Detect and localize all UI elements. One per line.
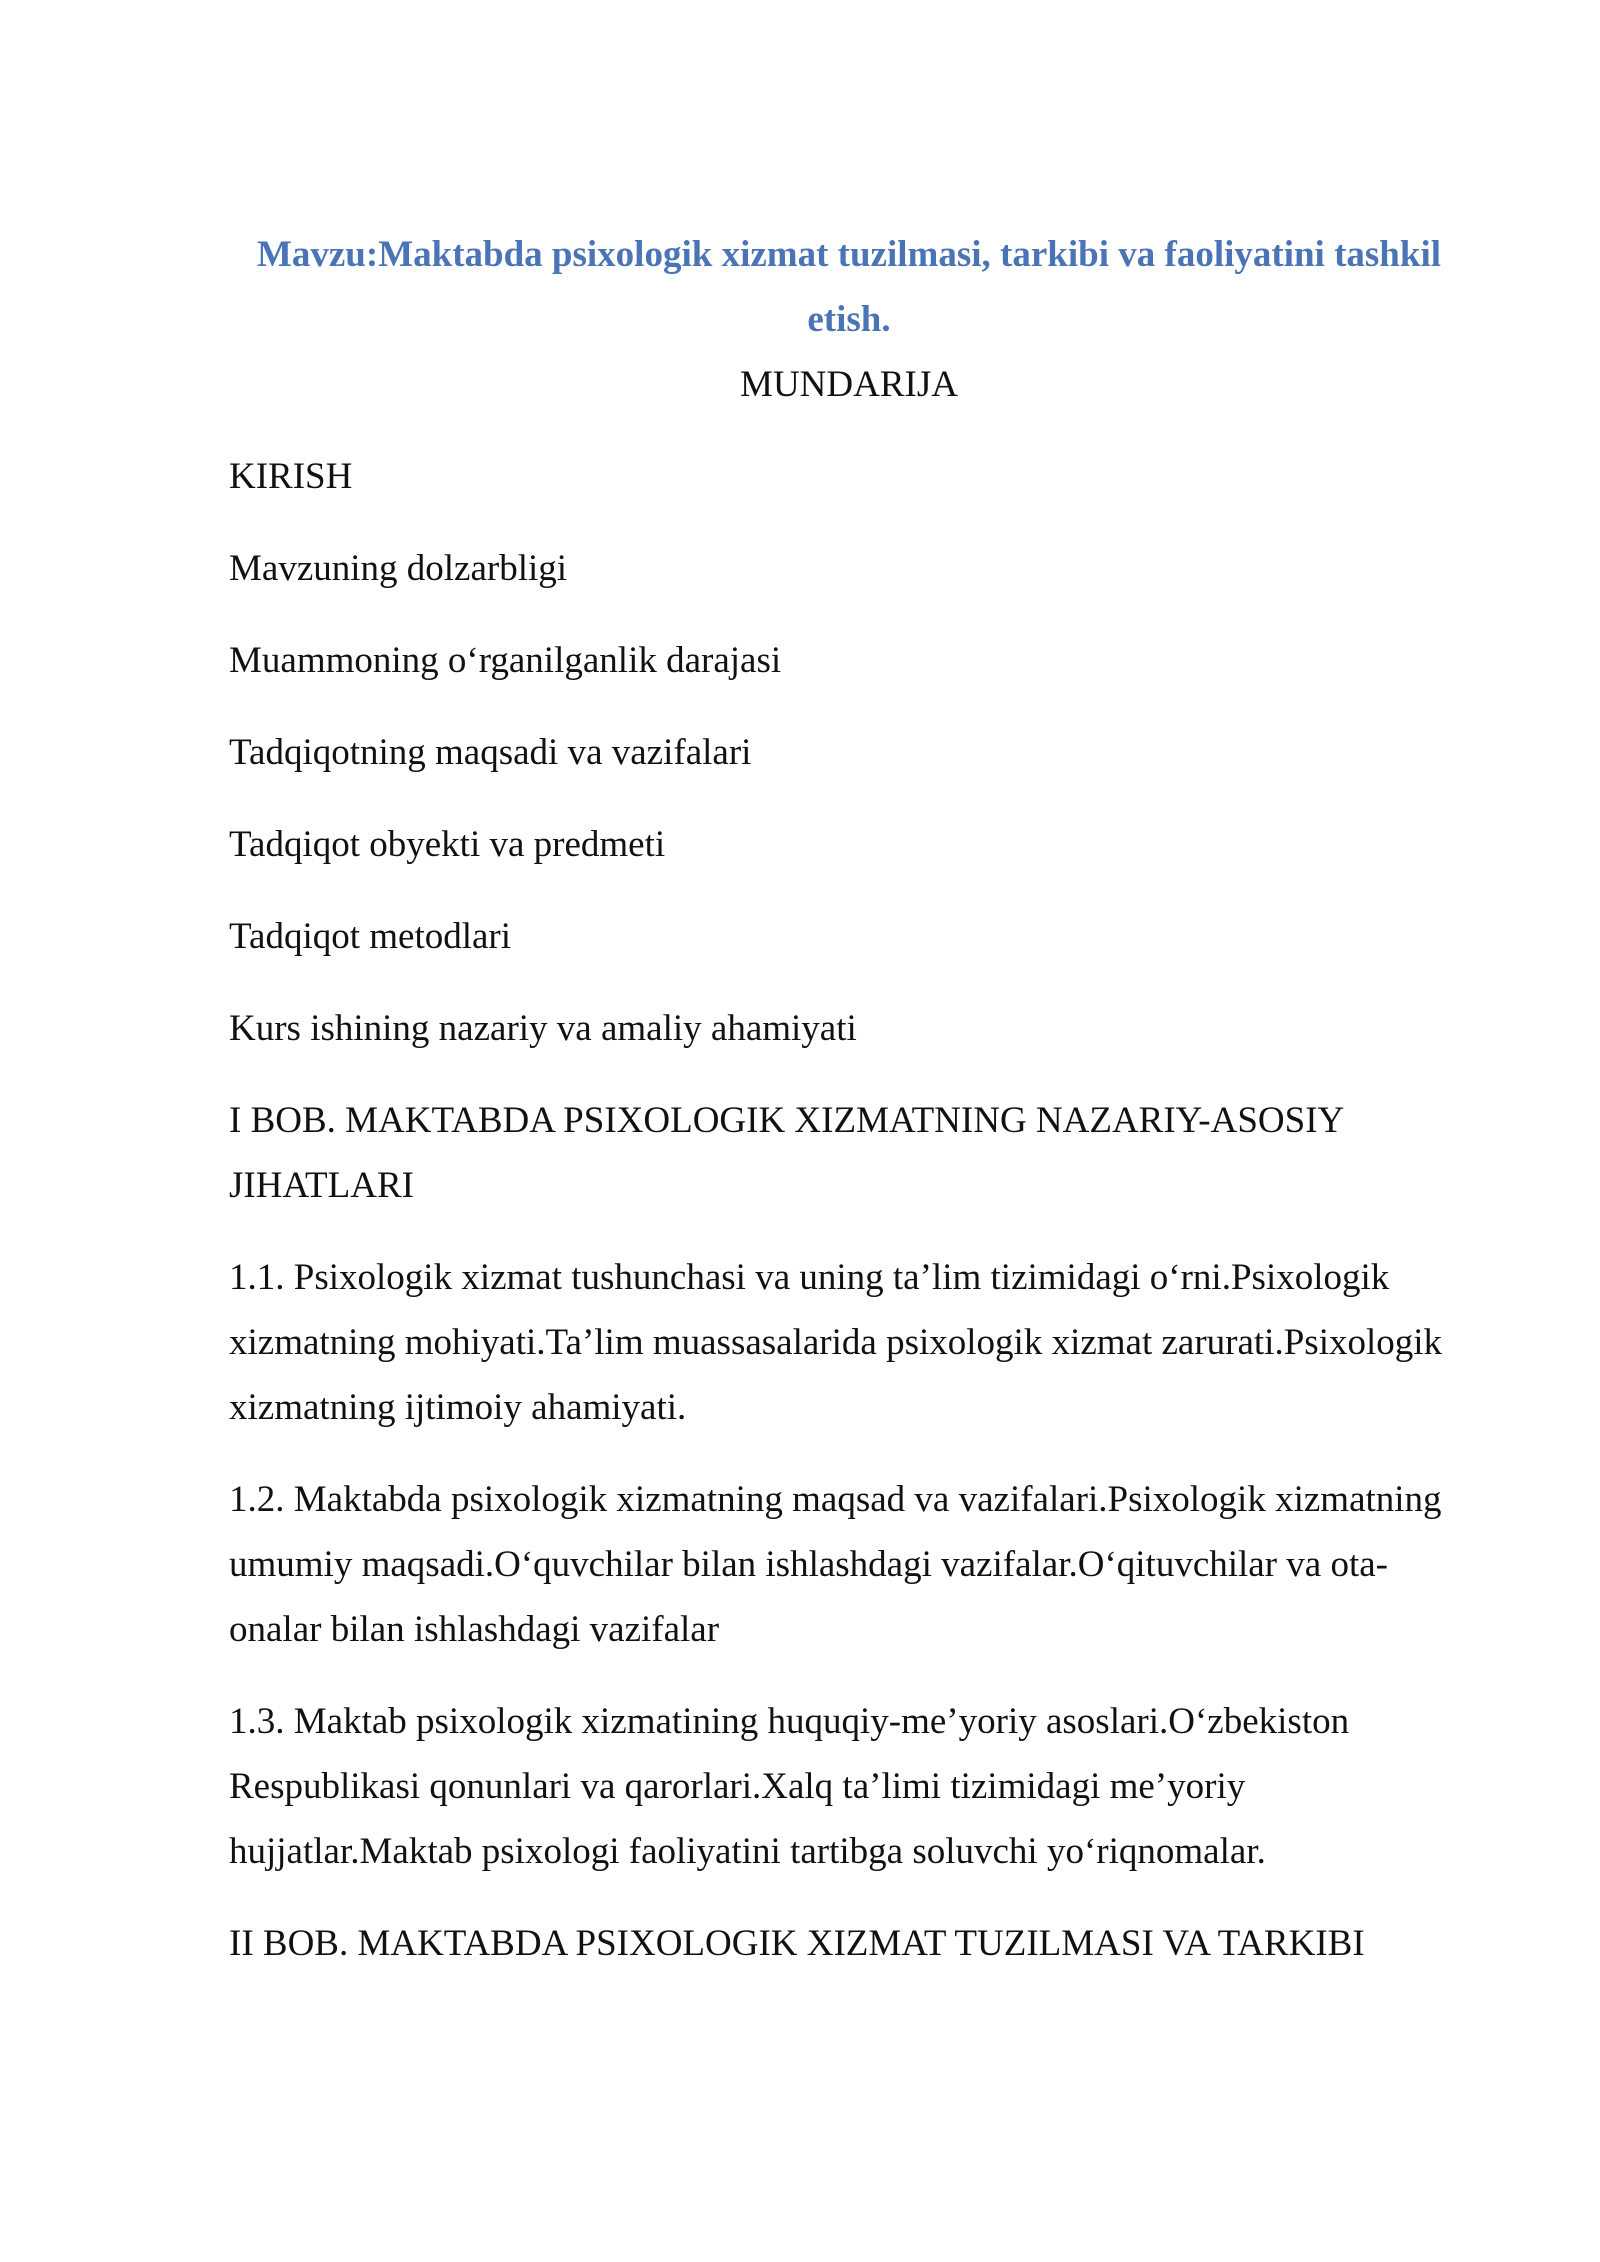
toc-item-section-1-1[interactable]: 1.1. Psixologik xizmat tushunchasi va uning ta’lim tizimidagi o‘rni.Psixologik xizmatning mohiyati.Ta’lim muassasalarida psixologik xizmat zarurati.Psixologik xizmatning ijtimoiy ahamiyati. [229, 1257, 1443, 1428]
document-content [229, 222, 1469, 2003]
toc-item-kirish[interactable]: KIRISH [229, 456, 353, 497]
toc-item-chapter-1[interactable]: I BOB. MAKTABDA PSIXOLOGIK XIZMATNING NAZARIY-ASOSIY JIHATLARI [229, 1100, 1343, 1206]
toc-item-maqsad[interactable]: Tadqiqotning maqsadi va vazifalari [229, 732, 752, 773]
toc-item-ahamiyat[interactable]: Kurs ishining nazariy va amaliy ahamiyati [229, 1008, 857, 1049]
toc-item-metodlar[interactable]: Tadqiqot metodlari [229, 916, 512, 957]
toc-item-section-1-3[interactable]: 1.3. Maktab psixologik xizmatining huquqiy-me’yoriy asoslari.O‘zbekiston Respublikasi qonunlari va qarorlari.Xalq ta’limi tizimidagi me’yoriy hujjatlar.Maktab psixologi faoliyatini tartibga soluvchi yo‘riqnomalar. [229, 1701, 1350, 1872]
document-title: Mavzu:Maktabda psixologik xizmat tuzilmasi, tarkibi va faoliyatini tashkil etish. [256, 234, 1442, 340]
toc-item-dolzarblik[interactable]: Mavzuning dolzarbligi [229, 548, 568, 589]
toc-heading: MUNDARIJA [740, 364, 958, 405]
toc-item-obyekt[interactable]: Tadqiqot obyekti va predmeti [229, 824, 666, 865]
toc-item-organilganlik[interactable]: Muammoning o‘rganilganlik darajasi [229, 640, 782, 681]
toc-item-section-1-2[interactable]: 1.2. Maktabda psixologik xizmatning maqsad va vazifalari.Psixologik xizmatning umumiy maqsadi.O‘quvchilar bilan ishlashdagi vazifalar.O‘qituvchilar va ota-onalar bilan ishlashdagi vazifalar [229, 1479, 1442, 1650]
toc-item-chapter-2[interactable]: II BOB. MAKTABDA PSIXOLOGIK XIZMAT TUZILMASI VA TARKIBI [229, 1923, 1365, 1964]
